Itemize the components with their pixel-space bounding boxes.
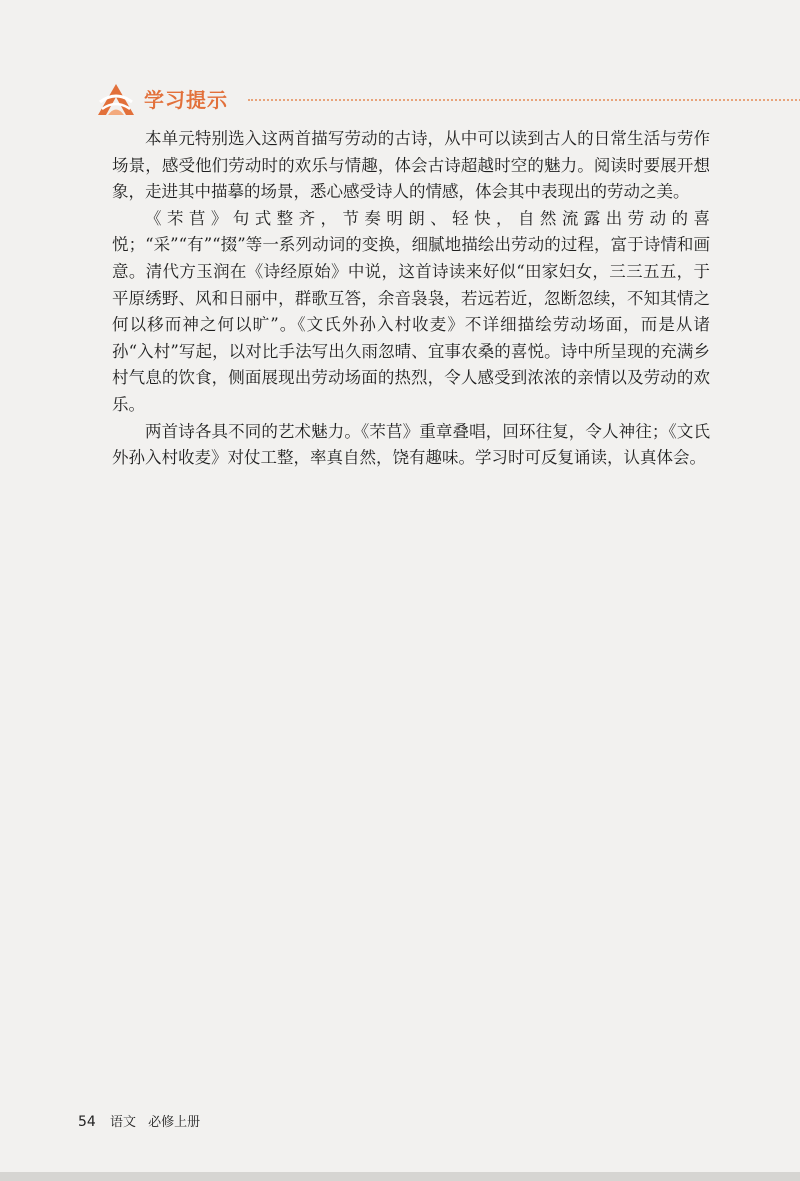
paragraph: 本单元特别选入这两首描写劳动的古诗，从中可以读到古人的日常生活与劳作场景，感受他们劳动时的欢乐与情趣，体会古诗超越时空的魅力。阅读时要展开想象，走进其中描摹的场景，悉心感受诗人的情感，体会其中表现出的劳动之美。 [112, 129, 710, 202]
paragraph: 《芣苢》句式整齐，节奏明朗、轻快，自然流露出劳动的喜悦；“采”“有”“掇”等一系列动词的变换，细腻地描绘出劳动的过程，富于诗情和画意。清代方玉润在《诗经原始》中说，这首诗读来好似“田家妇女，三三五五，于平原绣野、风和日丽中，群歌互答，余音袅袅，若远若近，忽断忽续，不知其情之何以移而神之何以旷”。《文氏外孙入村收麦》不详细描绘劳动场面，而是从诸孙“入村”写起，以对比手法写出久雨忽晴、宜事农桑的喜悦。诗中所呈现的充满乡村气息的饮食，侧面展现出劳动场面的热烈，令人感受到浓浓的亲情以及劳动的欢乐。 [112, 208, 710, 414]
section-title: 学习提示 [144, 88, 228, 112]
header-dotted-rule [248, 99, 800, 101]
section-header [96, 80, 736, 124]
tips-body [112, 126, 710, 472]
study-tips-logo-icon [96, 82, 136, 118]
paragraph: 两首诗各具不同的艺术魅力。《芣苢》重章叠唱，回环往复，令人神往；《文氏外孙入村收麦》对仗工整，率真自然，饶有趣味。学习时可反复诵读，认真体会。 [112, 421, 710, 468]
scan-bottom-edge [0, 1172, 800, 1181]
page-number: 54 [78, 1114, 96, 1130]
page-footer [78, 1110, 200, 1134]
book-subject: 语文 [109, 1115, 136, 1130]
book-volume: 必修上册 [148, 1115, 201, 1130]
